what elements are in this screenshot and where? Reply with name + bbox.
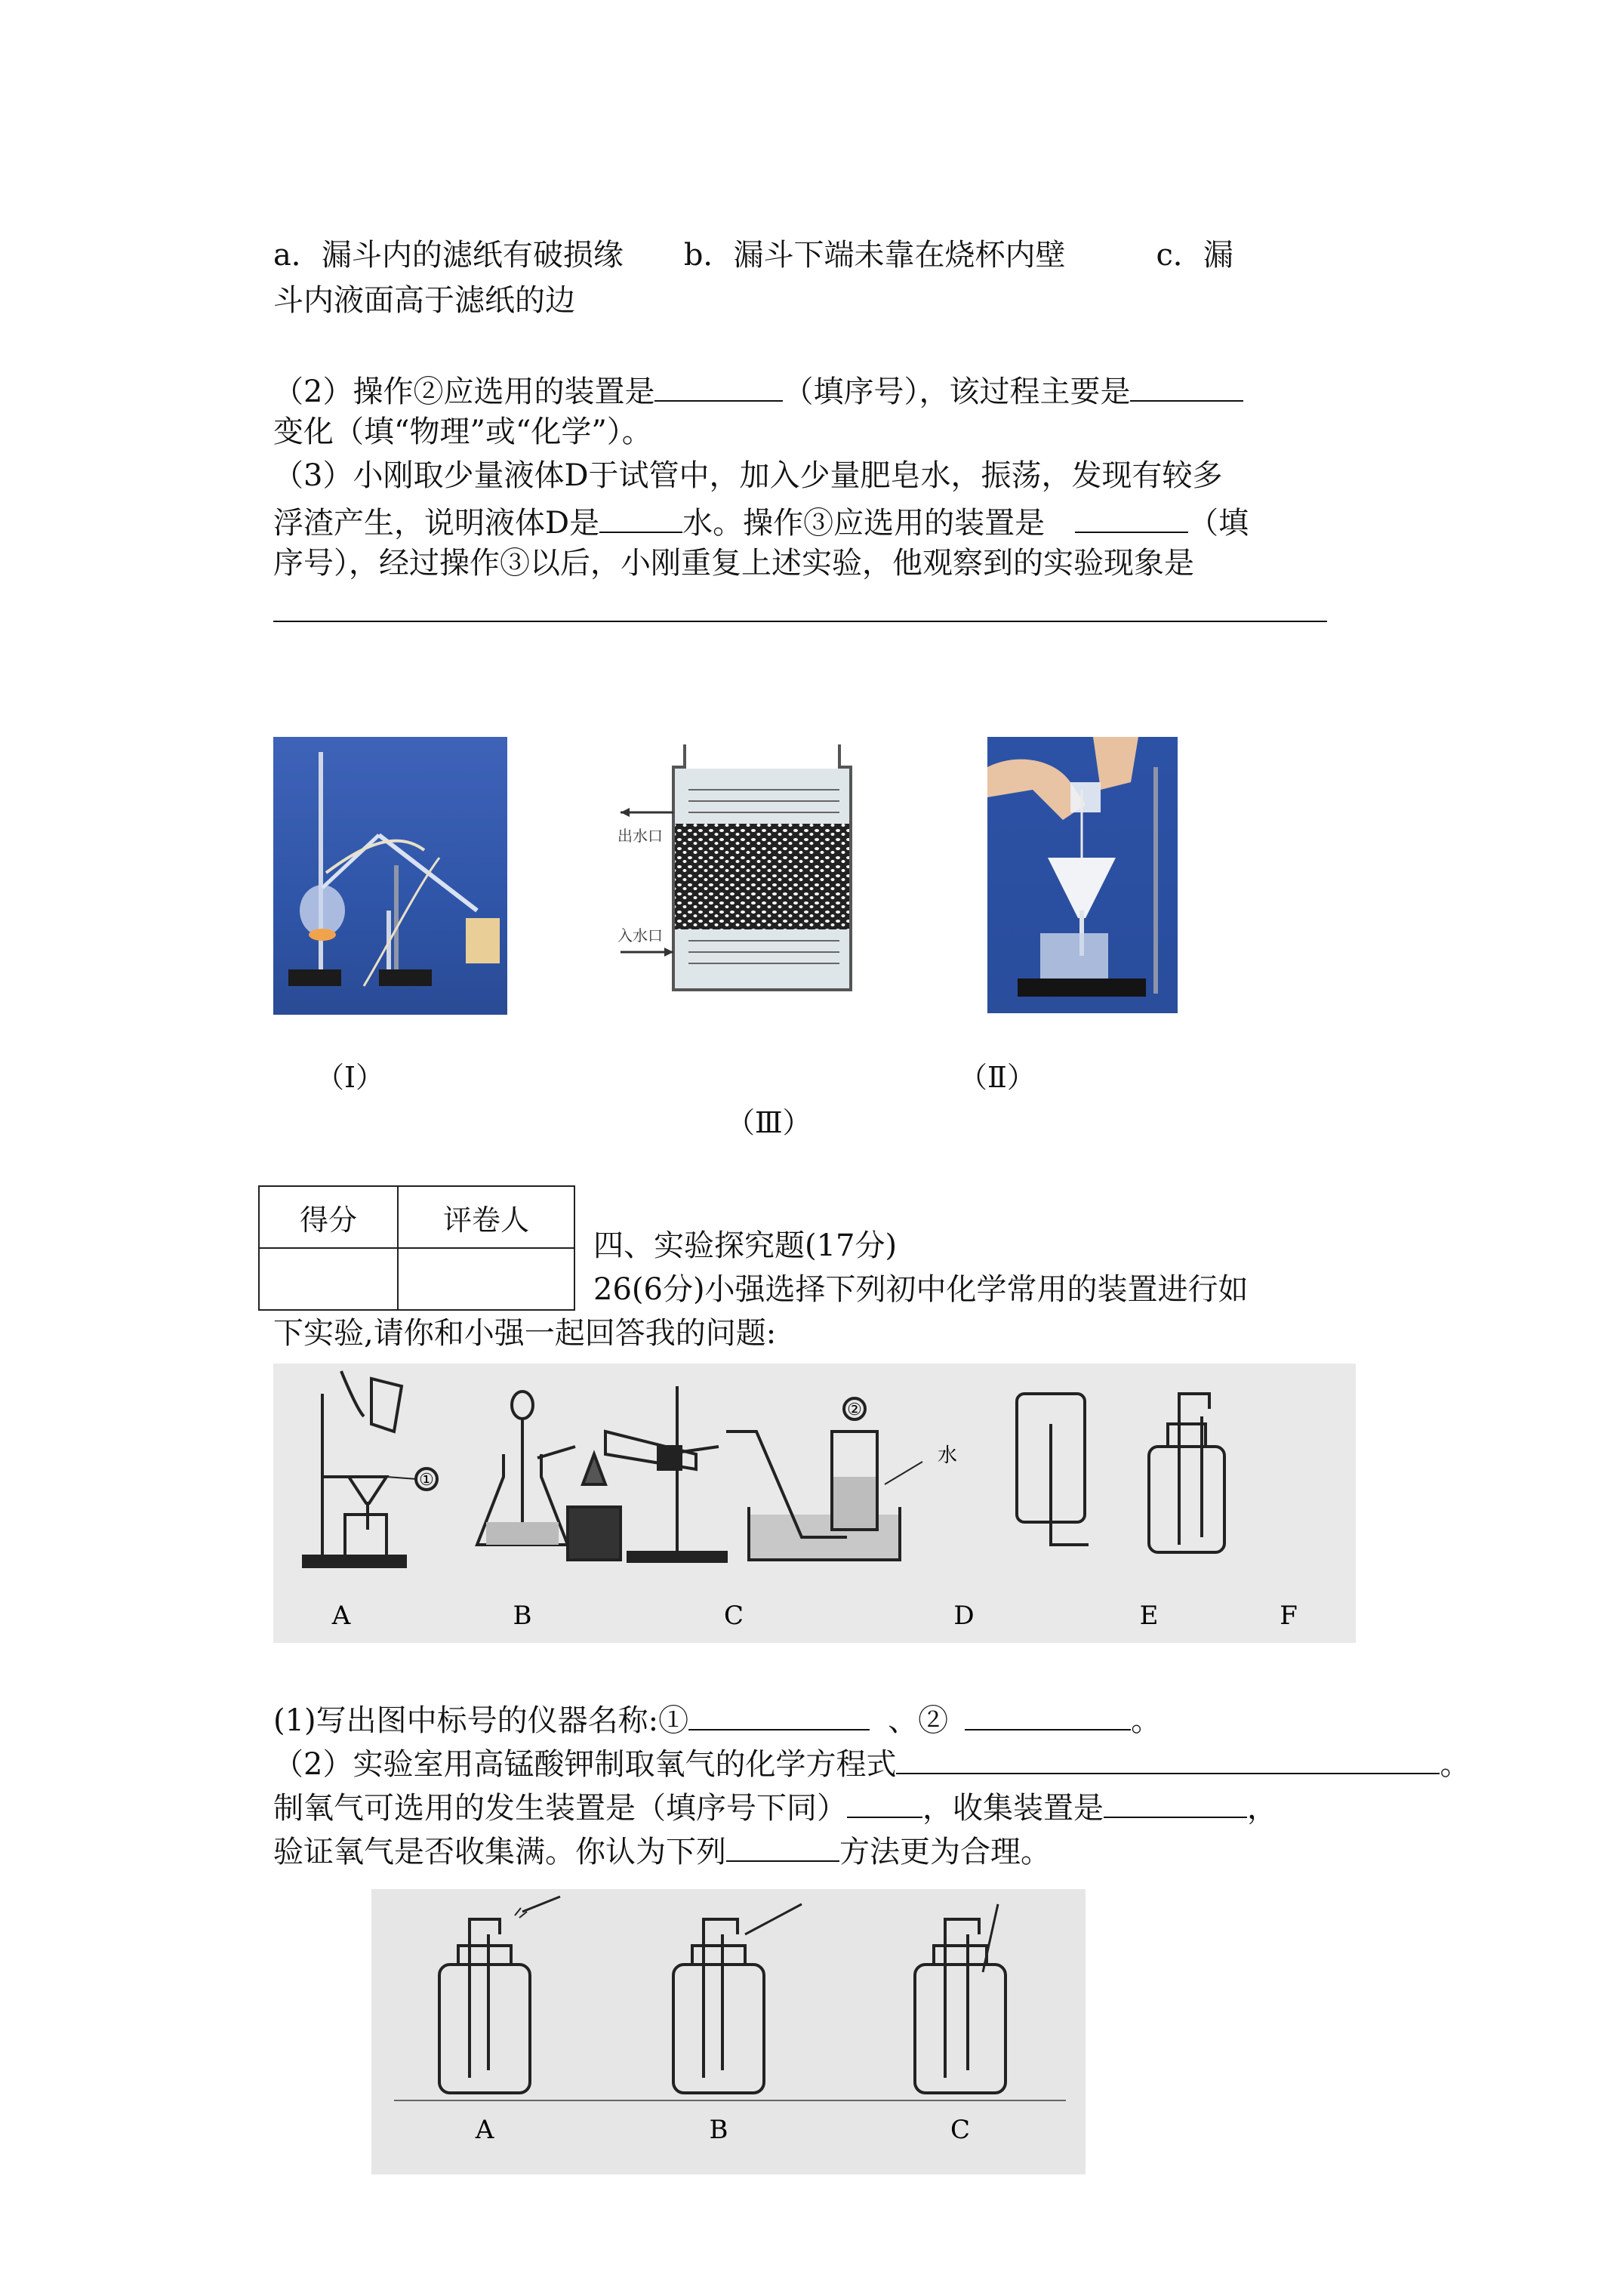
apparatus-C xyxy=(568,1386,726,1561)
q26-part2-line3 xyxy=(273,1830,1051,1870)
q26-part2-text-g: 方法更为合理。 xyxy=(839,1835,1051,1869)
q25-part2-text-a: （2）操作②应选用的装置是 xyxy=(273,374,655,409)
apparatus-label-F: F xyxy=(1280,1601,1298,1631)
grader-cell[interactable] xyxy=(398,1248,574,1310)
bottle-label-A: A xyxy=(475,2115,494,2145)
q25-blank-water-type[interactable] xyxy=(599,501,682,533)
distillation-apparatus-photo xyxy=(273,737,507,1015)
q26-part1-text-a: (1)写出图中标号的仪器名称:① xyxy=(273,1703,689,1738)
bottle-label-C: C xyxy=(950,2115,971,2145)
q26-part1 xyxy=(273,1699,1161,1739)
q26-part1-text-b: 、② xyxy=(888,1703,949,1738)
q26-part2-text-d: ，收集装置是 xyxy=(922,1791,1104,1826)
grader-header: 评卷人 xyxy=(398,1186,574,1248)
q25-part2-line2: 变化（填“物理”或“化学”）。 xyxy=(273,415,652,449)
q26-part1-text-c: 。 xyxy=(1131,1703,1162,1738)
apparatus-label-C: C xyxy=(723,1601,744,1631)
q25-part3-text-b: 浮渣产生，说明液体D是 xyxy=(273,506,600,541)
apparatus-label-E: E xyxy=(1139,1601,1159,1631)
water-label: 水 xyxy=(938,1444,958,1467)
bottle-C xyxy=(915,1904,1006,2093)
q25-answer-line[interactable] xyxy=(273,621,1327,622)
q25-part2-line1 xyxy=(273,370,1243,410)
lab-apparatus-figure xyxy=(273,1364,1356,1643)
filtration-apparatus-photo xyxy=(987,737,1178,1013)
q25-part3-text-c: 水。操作③应选用的装置是 xyxy=(682,506,1046,541)
q25-part2-text-b: （填序号），该过程主要是 xyxy=(783,374,1131,409)
apparatus-D xyxy=(726,1398,922,1560)
q26-intro-line2: 下实验,请你和小强一起回答我的问题: xyxy=(273,1316,777,1351)
q26-part2-line1 xyxy=(273,1743,1470,1783)
figure-caption-III: （Ⅲ） xyxy=(726,1106,812,1139)
figure-caption-II: （Ⅱ） xyxy=(959,1061,1036,1094)
q26-part2-text-b: 。 xyxy=(1440,1747,1471,1782)
carbon-filter-diagram xyxy=(613,737,862,1001)
apparatus-label-B: B xyxy=(513,1601,532,1631)
q25-part3-line2 xyxy=(273,501,1249,541)
q26-blank-method[interactable] xyxy=(726,1830,839,1862)
q26-blank-instrument2[interactable] xyxy=(965,1699,1131,1730)
apparatus-E xyxy=(1017,1394,1089,1545)
apparatus-F xyxy=(1149,1394,1224,1552)
q26-part2-text-c: 制氧气可选用的发生装置是（填序号下同） xyxy=(273,1791,847,1826)
q25-blank-change-type[interactable] xyxy=(1130,370,1243,402)
section4-title: 四、实验探究题(17分) xyxy=(593,1228,898,1263)
outlet-label: 出水口 xyxy=(617,827,663,845)
q26-part2-text-f: 验证氧气是否收集满。你认为下列 xyxy=(273,1835,726,1869)
q26-blank-equation[interactable] xyxy=(896,1743,1440,1774)
score-header: 得分 xyxy=(259,1186,398,1248)
q26-part2-line2 xyxy=(273,1786,1277,1826)
score-table xyxy=(258,1185,575,1311)
q26-part2-text-e: ， xyxy=(1247,1791,1277,1826)
bottle-B xyxy=(673,1904,802,2093)
q25-part3-line1: （3）小刚取少量液体D于试管中，加入少量肥皂水，振荡，发现有较多 xyxy=(273,458,1223,493)
q26-part2-text-a: （2）实验室用高锰酸钾制取氧气的化学方程式 xyxy=(273,1747,897,1782)
apparatus-label-D: D xyxy=(953,1601,975,1631)
apparatus-label-A: A xyxy=(331,1601,351,1631)
q25-options-line1: a．漏斗内的滤纸有破损缘 b．漏斗下端未靠在烧杯内壁 c．漏 xyxy=(273,238,1233,273)
q25-blank-device3[interactable] xyxy=(1075,501,1188,533)
bottle-label-B: B xyxy=(709,2115,728,2145)
q26-blank-instrument1[interactable] xyxy=(688,1699,870,1730)
oxygen-test-figure xyxy=(371,1889,1086,2174)
q26-intro-line1: 26(6分)小强选择下列初中化学常用的装置进行如 xyxy=(593,1272,1249,1307)
q25-blank-device[interactable] xyxy=(654,370,783,402)
score-cell[interactable] xyxy=(259,1248,398,1310)
q26-blank-collector[interactable] xyxy=(1104,1786,1247,1818)
q25-options-line2: 斗内液面高于滤纸的边 xyxy=(273,283,575,318)
mark-2: ② xyxy=(847,1401,862,1419)
apparatus-B xyxy=(477,1391,575,1545)
q25-part3-line3: 序号），经过操作③以后，小刚重复上述实验，他观察到的实验现象是 xyxy=(273,546,1194,581)
bottle-A xyxy=(439,1897,560,2093)
apparatus-A xyxy=(303,1371,437,1567)
q25-part3-text-d: （填 xyxy=(1188,506,1249,541)
inlet-label: 入水口 xyxy=(617,926,663,945)
figure-caption-I: （Ⅰ） xyxy=(316,1061,385,1094)
q26-blank-generator[interactable] xyxy=(847,1786,922,1818)
mark-1: ① xyxy=(419,1471,434,1490)
